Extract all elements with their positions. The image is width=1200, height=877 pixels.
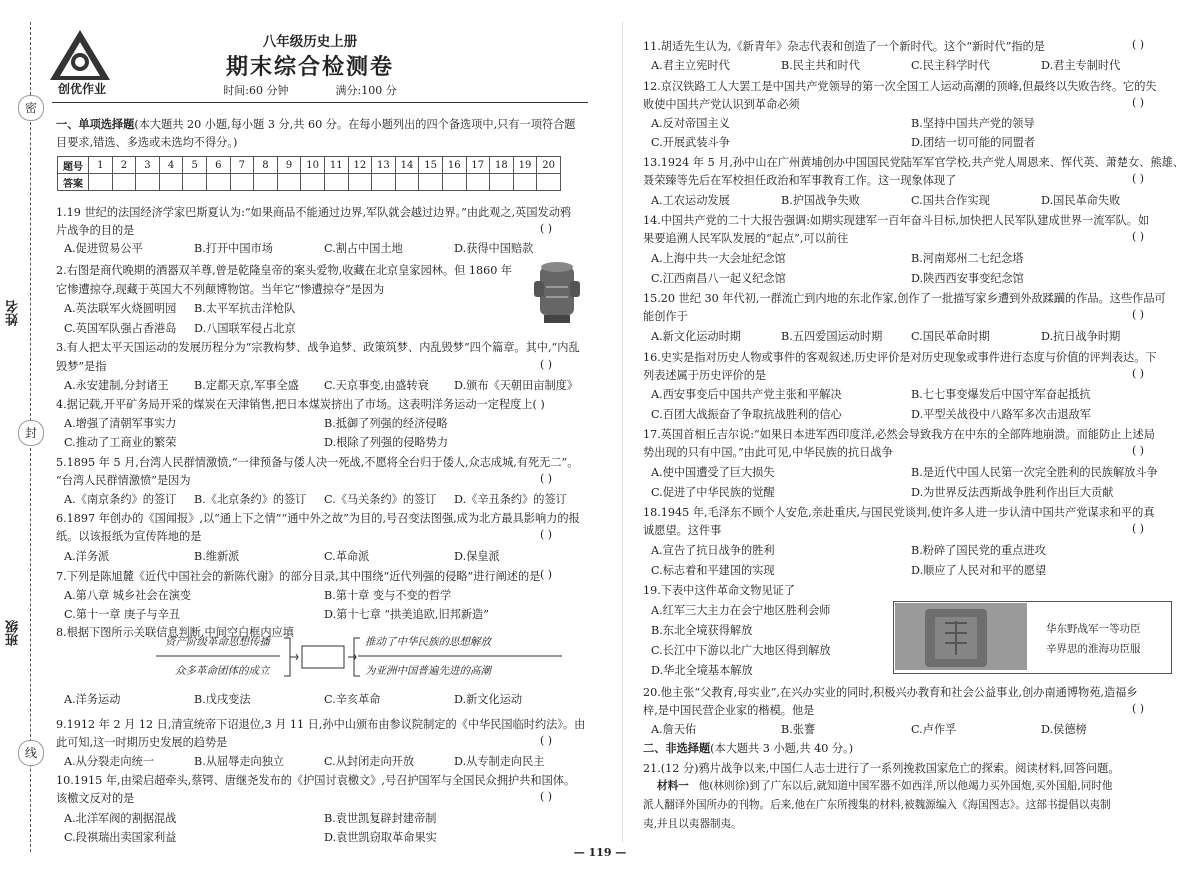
option-item[interactable]: A.西安事变后中国共产党主张和平解决 — [651, 388, 842, 401]
option-item[interactable]: A.洋务派 — [64, 550, 110, 563]
question-text: 诚愿望。这件事 — [643, 524, 722, 537]
option-item[interactable]: D.顺应了人民对和平的愿望 — [911, 564, 1047, 577]
question-text: 12.京汉铁路工人大罢工是中国共产党领导的第一次全国工人运动高潮的顶峰,但最终以失败告终。它的失 — [643, 80, 1157, 93]
answer-cell[interactable] — [348, 174, 372, 191]
option-item[interactable]: D.获得中国赔款 — [454, 242, 534, 255]
option-item[interactable]: C.辛亥革命 — [324, 693, 381, 706]
exam-title: 期末综合检测卷 — [225, 55, 394, 80]
question-text: 果要追溯人民军队发展的“起点”,可以前往 — [643, 232, 849, 245]
exam-subtitle: 八年级历史上册 — [262, 34, 358, 50]
answer-parentheses: ( ) — [540, 358, 553, 371]
option-item[interactable]: C.江西南昌八一起义纪念馆 — [651, 272, 786, 285]
answer-parentheses: ( ) — [1132, 702, 1145, 715]
option-item[interactable]: D.侯德榜 — [1041, 723, 1087, 736]
question-text: 片战争的目的是 — [56, 224, 135, 237]
option-item[interactable]: D.第十七章 “拱美追欧,旧邦新造” — [324, 608, 489, 621]
question-number-cell: 15 — [419, 157, 443, 174]
option-item[interactable]: A.第八章 城乡社会在演变 — [64, 589, 192, 602]
option-item[interactable]: A.使中国遭受了巨大损失 — [651, 466, 775, 479]
option-item[interactable]: C.民主科学时代 — [911, 59, 990, 72]
question-number-cell: 11 — [324, 157, 348, 174]
question-number-cell: 16 — [442, 157, 466, 174]
question-text: 9.1912 年 2 月 12 日,清宣统帝下诏退位,3 月 11 日,孙中山颁布由参议院制定的《中华民国临时约法》。由 — [56, 718, 586, 731]
answer-cell[interactable] — [395, 174, 419, 191]
answer-cell[interactable] — [537, 174, 561, 191]
option-item[interactable]: D.保皇派 — [454, 550, 500, 563]
question-number-cell: 20 — [537, 157, 561, 174]
answer-cell[interactable] — [419, 174, 443, 191]
question-text: 10.1915 年,由梁启超牵头,蔡锷、唐继尧发布的《护国讨袁檄文》,号召护国军与全国民众拥护共和国体。 — [56, 774, 576, 787]
answer-cell[interactable] — [136, 174, 160, 191]
question-text: 梓,是中国民营企业家的楷模。他是 — [643, 704, 815, 717]
option-item[interactable]: C.促进了中华民族的觉醒 — [651, 486, 775, 499]
answer-parentheses: ( ) — [1132, 308, 1145, 321]
answer-parentheses: ( ) — [540, 734, 553, 747]
question-text: 3.有人把太平天国运动的发展历程分为“宗教构梦、战争追梦、政策筑梦、内乱毁梦”四个篇章。其中,“内乱 — [56, 341, 580, 354]
question-text: 13.1924 年 5 月,孙中山在广州黄埔创办中国国民党陆军军官学校,共产党人周恩来、恽代英、萧楚女、熊雄、 — [643, 156, 1185, 169]
artifact-caption-1: 华东野战军一等功臣 — [1046, 623, 1141, 635]
option-item[interactable]: B.护国战争失败 — [781, 194, 860, 207]
question-text: 6.1897 年创办的《国闻报》,以“通上下之情”“通中外之故”为目的,号召变法图强,成为北方最具影响力的报 — [56, 512, 580, 525]
option-item[interactable]: D.颁布《天朝田亩制度》 — [454, 379, 579, 392]
option-item[interactable]: B.粉碎了国民党的重点进攻 — [911, 544, 1046, 557]
diagram-left-bottom: 众多革命团体的成立 — [175, 665, 270, 677]
question-number-cell: 17 — [466, 157, 490, 174]
answer-parentheses: ( ) — [540, 528, 553, 541]
option-item[interactable]: D.平型关战役中八路军多次击退敌军 — [911, 408, 1091, 421]
option-item[interactable]: D.国民革命失败 — [1041, 194, 1121, 207]
question-number-cell: 19 — [513, 157, 537, 174]
option-item[interactable]: C.段祺瑞出卖国家利益 — [64, 831, 177, 844]
question-number-cell: 9 — [277, 157, 301, 174]
question-text: 毁梦”是指 — [56, 360, 107, 373]
option-item[interactable]: A.反对帝国主义 — [651, 117, 730, 130]
option-item[interactable]: A.增强了清朝军事实力 — [64, 417, 177, 430]
option-item[interactable]: C.割占中国土地 — [324, 242, 403, 255]
option-item[interactable]: C.标志着和平建国的实现 — [651, 564, 775, 577]
option-item[interactable]: A.从分裂走向统一 — [64, 755, 154, 768]
answer-cell[interactable] — [513, 174, 537, 191]
option-item[interactable]: B.河南郑州二七纪念塔 — [911, 252, 1024, 265]
option-item[interactable]: D.君主专制时代 — [1041, 59, 1121, 72]
question-text: 2.右图是商代晚期的酒器双羊尊,曾是乾隆皇帝的案头爱物,收藏在北京皇家园林。但 1860 年 — [56, 264, 513, 277]
option-item[interactable]: C.卢作孚 — [911, 723, 957, 736]
option-item[interactable]: B.坚持中国共产党的领导 — [911, 117, 1035, 130]
option-item[interactable]: D.陕西西安事变纪念馆 — [911, 272, 1024, 285]
answer-parentheses: ( ) — [1132, 522, 1145, 535]
question-text: 16.史实是指对历史人物或事件的客观叙述,历史评价是对历史现象或事件进行态度与价值的评判表达。下 — [643, 351, 1157, 364]
option-item[interactable]: C.开展武装斗争 — [651, 136, 730, 149]
option-item[interactable]: A.英法联军火烧圆明园 — [64, 302, 177, 315]
binding-char: 密 — [18, 95, 44, 121]
option-item[interactable]: B.民主共和时代 — [781, 59, 860, 72]
material-1-line3: 夷,并且以夷器制夷。 — [643, 818, 742, 830]
answer-cell[interactable] — [206, 174, 230, 191]
logo-text: 创优作业 — [57, 82, 106, 96]
question-text: 4.据记载,开平矿务局开采的煤炭在天津销售,把日本煤炭挤出了市场。这表明洋务运动一定程度上( ) — [56, 398, 545, 411]
question-text: 列表述属于历史评价的是 — [643, 369, 767, 382]
answer-parentheses: ( ) — [1132, 96, 1145, 109]
option-item[interactable]: B.是近代中国人民第一次完全胜利的民族解放斗争 — [911, 466, 1158, 479]
question-number-cell: 5 — [183, 157, 207, 174]
question-number-cell: 1 — [89, 157, 113, 174]
answer-cell[interactable] — [372, 174, 396, 191]
question-number-cell: 14 — [395, 157, 419, 174]
option-item[interactable]: C.英国军队强占香港岛 — [64, 322, 177, 335]
answer-parentheses: ( ) — [540, 472, 553, 485]
option-item[interactable]: D.根除了列强的侵略势力 — [324, 436, 449, 449]
question-text: 1.19 世纪的法国经济学家巴斯夏认为:“如果商品不能通过边界,军队就会越过边界。”由此观之,英国发动鸦 — [56, 206, 572, 219]
option-item[interactable]: A.北洋军阀的割据混战 — [64, 812, 177, 825]
diagram-left-top: 资产阶级革命思想传播 — [165, 636, 270, 648]
option-item[interactable]: C.国民革命时期 — [911, 330, 990, 343]
option-item[interactable]: C.第十一章 庚子与辛丑 — [64, 608, 180, 621]
option-item[interactable]: B.太平军抗击洋枪队 — [194, 302, 296, 315]
option-item[interactable]: C.《马关条约》的签订 — [324, 493, 437, 506]
option-item[interactable]: D.新文化运动 — [454, 693, 523, 706]
material-1-line2: 派人翻译外国所办的刊物。后来,他在广东所搜集的材料,被魏源编入《海国图志》。这部书提倡以夷制 — [643, 799, 1111, 811]
binding-char: 封 — [18, 420, 44, 446]
option-item[interactable]: B.七七事变爆发后中国守军奋起抵抗 — [911, 388, 1091, 401]
question-number-cell: 8 — [254, 157, 278, 174]
question-text: 它惨遭掠夺,现藏于英国大不列颠博物馆。当年它“惨遭掠夺”是因为 — [56, 283, 385, 296]
answer-table — [57, 156, 561, 191]
option-item[interactable]: C.国共合作实现 — [911, 194, 990, 207]
name-label: 姓名 — [6, 300, 21, 326]
answer-cell[interactable] — [277, 174, 301, 191]
option-item[interactable]: D.为世界反法西斯战争胜利作出巨大贡献 — [911, 486, 1114, 499]
section2-heading: 二、非选择题(本大题共 3 小题,共 40 分。) — [643, 741, 854, 755]
section1-desc: 目要求,错选、多选或未选均不得分。) — [56, 136, 238, 149]
question-text: 17.英国首相丘吉尔说:“如果日本进军西印度洋,必然会导致我方在中东的全部阵地崩溃。而能防止上述局 — [643, 428, 1155, 441]
answer-cell[interactable] — [159, 174, 183, 191]
option-item[interactable]: A.《南京条约》的签订 — [64, 493, 177, 506]
question-text: 败使中国共产党认识到革命必须 — [643, 98, 800, 111]
answer-cell[interactable] — [183, 174, 207, 191]
bronze-vessel-image — [532, 257, 582, 325]
option-item[interactable]: C.革命派 — [324, 550, 370, 563]
option-item[interactable]: C.百团大战振奋了争取抗战胜利的信心 — [651, 408, 842, 421]
question-text: 能创作于 — [643, 310, 688, 323]
answer-cell[interactable] — [230, 174, 254, 191]
option-item[interactable]: A.君主立宪时代 — [651, 59, 730, 72]
option-item[interactable]: A.宣告了抗日战争的胜利 — [651, 544, 775, 557]
answer-cell[interactable] — [442, 174, 466, 191]
table-head-answer: 答案 — [58, 174, 89, 191]
answer-parentheses: ( ) — [540, 790, 553, 803]
option-item[interactable]: B.东北全境获得解放 — [651, 624, 753, 637]
answer-parentheses: ( ) — [1132, 38, 1145, 51]
question-text: 聂荣臻等先后在军校担任政治和军事教育工作。这一现象体现了 — [643, 174, 957, 187]
option-item[interactable]: B.第十章 变与不变的哲学 — [324, 589, 452, 602]
option-item[interactable]: D.从专制走向民主 — [454, 755, 545, 768]
answer-parentheses: ( ) — [1132, 367, 1145, 380]
option-item[interactable]: B.抵御了列强的经济侵略 — [324, 417, 448, 430]
answer-parentheses: ( ) — [540, 568, 553, 581]
option-item[interactable]: B.维新派 — [194, 550, 240, 563]
option-item[interactable]: D.《辛丑条约》的签订 — [454, 493, 567, 506]
section1-heading: 一、单项选择题(本大题共 20 小题,每小题 3 分,共 60 分。在每小题列出的四个备选项中,只有一项符合题 — [56, 117, 576, 131]
question-number-cell: 13 — [372, 157, 396, 174]
class-label: 班级 — [6, 620, 21, 646]
table-head-number: 题号 — [58, 157, 89, 174]
binding-char: 线 — [18, 740, 44, 766]
answer-cell[interactable] — [490, 174, 514, 191]
artifact-photo — [895, 603, 1027, 670]
option-item[interactable]: A.红军三大主力在会宁地区胜利会师 — [651, 604, 831, 617]
option-item[interactable]: A.詹天佑 — [651, 723, 697, 736]
column-divider — [622, 22, 623, 842]
question-number-cell: 12 — [348, 157, 372, 174]
answer-parentheses: ( ) — [1132, 444, 1145, 457]
question-number-cell: 6 — [206, 157, 230, 174]
diagram-right-top: 推动了中华民族的思想解放 — [365, 636, 491, 648]
question-text: 21.(12 分)鸦片战争以来,中国仁人志士进行了一系列挽救国家危亡的探索。阅读材料,回答问题。 — [643, 762, 1120, 775]
question-text: 18.1945 年,毛泽东不顾个人安危,亲赴重庆,与国民党谈判,使许多人进一步认清中国共产党谋求和平的真 — [643, 506, 1155, 519]
option-item[interactable]: B.《北京条约》的签订 — [194, 493, 307, 506]
question-number-cell: 18 — [490, 157, 514, 174]
exam-time-score — [0, 82, 620, 98]
exam-score: 满分:100 分 — [335, 84, 397, 97]
option-item[interactable]: C.从封闭走向开放 — [324, 755, 415, 768]
answer-parentheses: ( ) — [1132, 230, 1145, 243]
exam-time: 时间:60 分钟 — [223, 84, 289, 97]
question-text: 该檄文反对的是 — [56, 792, 135, 805]
answer-parentheses: ( ) — [540, 222, 553, 235]
option-item[interactable]: D.八国联军侵占北京 — [194, 322, 296, 335]
question-text: 15.20 世纪 30 年代初,一群流亡到内地的东北作家,创作了一批描写家乡遭到外敌蹂躏的作品。这些作品可 — [643, 292, 1166, 305]
page-number: — 119 — — [573, 846, 627, 859]
question-number-cell: 2 — [112, 157, 136, 174]
option-item[interactable]: B.定都天京,军事全盛 — [194, 379, 299, 392]
option-item[interactable]: C.推动了工商业的繁荣 — [64, 436, 177, 449]
option-item[interactable]: B.张謇 — [781, 723, 816, 736]
option-item[interactable]: B.戊戌变法 — [194, 693, 251, 706]
option-item[interactable]: A.上海中共一大会址纪念馆 — [651, 252, 786, 265]
answer-cell[interactable] — [466, 174, 490, 191]
answer-cell[interactable] — [89, 174, 113, 191]
question-text: 此可知,这一时期历史发展的趋势是 — [56, 736, 228, 749]
option-item[interactable]: B.五四爱国运动时期 — [781, 330, 883, 343]
question-text: 5.1895 年 5 月,台湾人民群情激愤,“一律预备与倭人决一死战,不愿将全台归于倭人,众志成城,有死无二”。 — [56, 456, 579, 469]
answer-cell[interactable] — [324, 174, 348, 191]
option-item[interactable]: D.团结一切可能的同盟者 — [911, 136, 1036, 149]
question-text: 20.他主张“父教育,母实业”,在兴办实业的同时,积极兴办教育和社会公益事业,创办南通博物苑,造福乡 — [643, 686, 1138, 699]
option-item[interactable]: C.天京事变,由盛转衰 — [324, 379, 429, 392]
question-text: 14.中国共产党的二十大报告强调:如期实现建军一百年奋斗目标,加快把人民军队建成世界一流军队。如 — [643, 214, 1150, 227]
option-item[interactable]: A.工农运动发展 — [651, 194, 730, 207]
question-number-cell: 4 — [159, 157, 183, 174]
answer-cell[interactable] — [254, 174, 278, 191]
question-text: 7.下列是陈旭麓《近代中国社会的新陈代谢》的部分目录,其中围绕“近代列强的侵略”进行阐述的是 — [56, 570, 541, 583]
option-item[interactable]: A.洋务运动 — [64, 693, 121, 706]
answer-parentheses: ( ) — [1132, 172, 1145, 185]
question-text: 19.下表中这件革命文物见证了 — [643, 584, 796, 597]
answer-cell[interactable] — [112, 174, 136, 191]
answer-cell[interactable] — [301, 174, 325, 191]
option-item[interactable]: B.打开中国市场 — [194, 242, 273, 255]
option-item[interactable]: B.袁世凯复辟封建帝制 — [324, 812, 437, 825]
question-text: “台湾人民群情激愤”是因为 — [56, 474, 191, 487]
option-item[interactable]: D.抗日战争时期 — [1041, 330, 1121, 343]
diagram-right-bottom: 为亚洲中国普遍先进的高潮 — [365, 665, 491, 677]
option-item[interactable]: B.从屈辱走向独立 — [194, 755, 285, 768]
option-item[interactable]: A.新文化运动时期 — [651, 330, 741, 343]
option-item[interactable]: C.长江中下游以北广大地区得到解放 — [651, 644, 831, 657]
option-item[interactable]: A.永安建制,分封诸王 — [64, 379, 169, 392]
option-item[interactable]: D.袁世凯窃取革命果实 — [324, 831, 437, 844]
question-text: 11.胡适先生认为,《新青年》杂志代表和创造了一个新时代。这个“新时代”指的是 — [643, 40, 1045, 53]
question-number-cell: 10 — [301, 157, 325, 174]
question-number-cell: 7 — [230, 157, 254, 174]
question-text: 纸。以该报纸为宣传阵地的是 — [56, 530, 202, 543]
option-item[interactable]: A.促进贸易公平 — [64, 242, 143, 255]
option-item[interactable]: D.华北全境基本解放 — [651, 664, 753, 677]
question-number-cell: 3 — [136, 157, 160, 174]
question-text: 8.根据下图所示关联信息判断,中间空白框内应填 — [56, 626, 294, 639]
material-1-line1: 材料一 他(林则徐)到了广东以后,就知道中国军器不如西洋,所以他竭力买外国炮,买外国船,同时他 — [657, 780, 1113, 792]
question-text: 势出现的只有中国。”由此可见,中华民族的抗日战争 — [643, 446, 893, 459]
artifact-caption-2: 辛界思的淮海功臣服 — [1046, 643, 1141, 655]
header-rule — [52, 102, 588, 103]
